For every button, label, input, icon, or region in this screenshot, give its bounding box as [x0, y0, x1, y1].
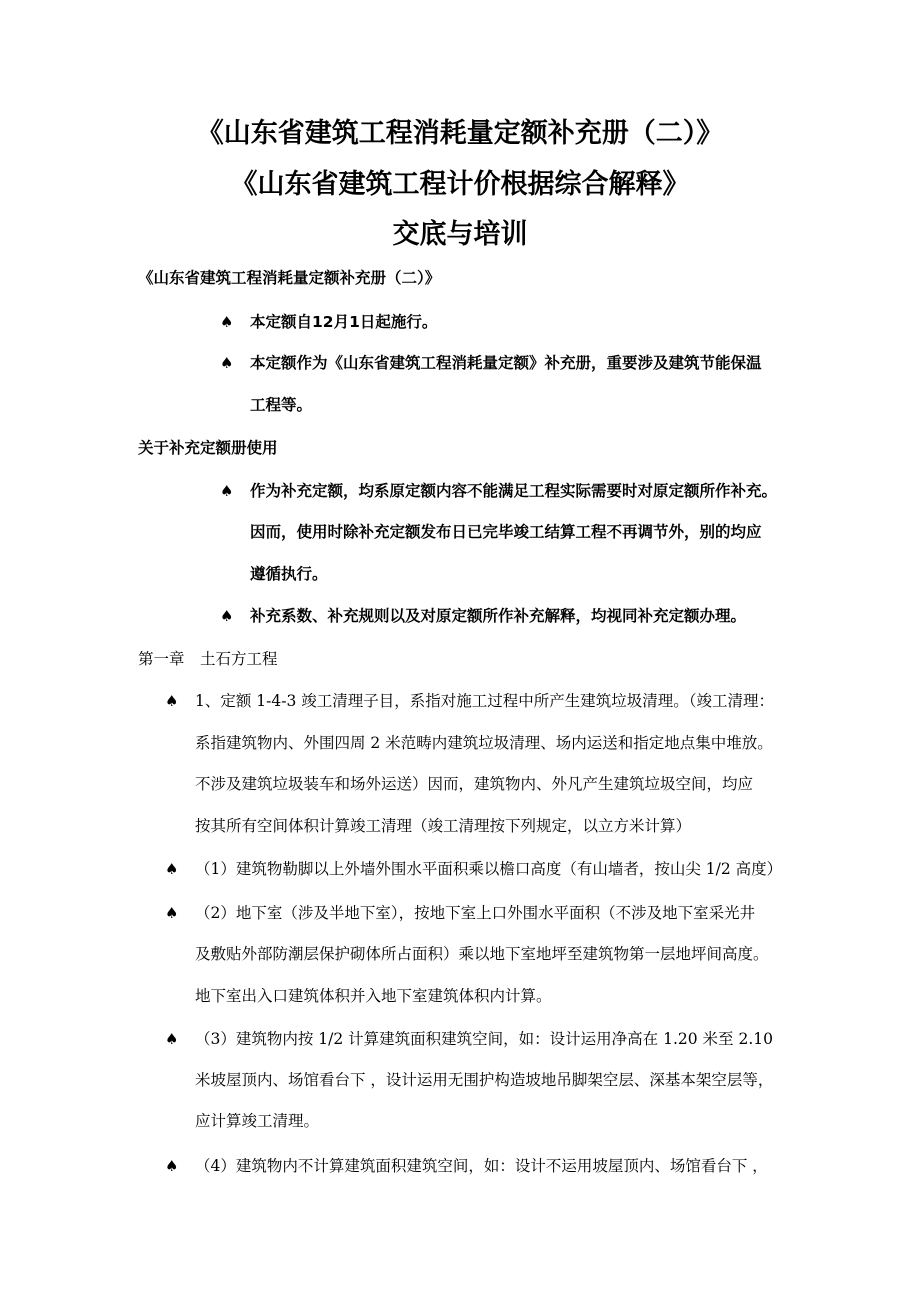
list-item-line: （2）地下室（涉及半地下室），按地下室上口外围水平面积（不涉及地下室采光井 [195, 904, 756, 922]
list-item-line: 不涉及建筑垃圾装车和场外运送）因而，建筑物内、外凡产生建筑垃圾空间，均应 [195, 775, 754, 793]
spade-bullet-icon: ♠ [220, 482, 234, 500]
spade-bullet-icon: ♠ [220, 607, 234, 625]
list-item-line: 1、定额 1-4-3 竣工清理子目，系指对施工过程中所产生建筑垃圾清理。（竣工清理： [195, 692, 775, 710]
list-item-line: 应计算竣工清理。 [195, 1112, 320, 1130]
spade-bullet-icon: ♠ [220, 313, 234, 331]
list-item-line: 补充系数、补充规则以及对原定额所作补充解释，均视同补充定额办理。 [250, 607, 747, 625]
list-item-line: （3）建筑物内按 1/2 计算建筑面积建筑空间，如：设计运用净高在 1.20 米至 2.10 [195, 1030, 773, 1048]
list-item-line: 遵循执行。 [250, 565, 328, 583]
document-title-2: 《山东省建筑工程计价根据综合解释》 [230, 169, 690, 200]
spade-bullet-icon: ♠ [165, 1157, 179, 1175]
list-item-line: （4）建筑物内不计算建筑面积建筑空间，如：设计不运用坡屋顶内、场馆看台下 ， [195, 1157, 768, 1175]
spade-bullet-icon: ♠ [165, 904, 179, 922]
list-item-line: 工程等。 [250, 396, 313, 414]
list-item-line: 作为补充定额，均系原定额内容不能满足工程实际需要时对原定额所作补充。 [250, 482, 778, 500]
list-item-line: 本定额作为《山东省建筑工程消耗量定额》补充册，重要涉及建筑节能保温 [250, 354, 762, 372]
section-heading: 《山东省建筑工程消耗量定额补充册（二）》 [138, 269, 441, 287]
spade-bullet-icon: ♠ [220, 354, 234, 372]
list-item-line: 本定额自12月1日起施行。 [250, 313, 438, 331]
list-item-line: 按其所有空间体积计算竣工清理（竣工清理按下列规定，以立方米计算） [195, 817, 692, 835]
document-title-1: 《山东省建筑工程消耗量定额补充册（二）》 [196, 118, 724, 149]
list-item-line: 地下室出入口建筑体积并入地下室建筑体积内计算。 [195, 987, 552, 1005]
spade-bullet-icon: ♠ [165, 692, 179, 710]
list-item-line: （1）建筑物勒脚以上外墙外围水平面积乘以檐口高度（有山墙者，按山尖 1/2 高度） [195, 860, 783, 878]
list-item-line: 米坡屋顶内、场馆看台下 ，设计运用无围护构造坡地吊脚架空层、深基本架空层等， [195, 1071, 774, 1089]
document-title-3: 交底与培训 [392, 219, 528, 250]
section-heading: 关于补充定额册使用 [138, 439, 278, 457]
spade-bullet-icon: ♠ [165, 860, 179, 878]
chapter-heading: 第一章 土石方工程 [138, 650, 278, 668]
list-item-line: 系指建筑物内、外围四周 2 米范畴内建筑垃圾清理、场内运送和指定地点集中堆放。 [195, 734, 773, 752]
list-item-line: 及敷贴外部防潮层保护砌体所占面积）乘以地下室地坪至建筑物第一层地坪间高度。 [195, 945, 769, 963]
list-item-line: 因而，使用时除补充定额发布日已完毕竣工结算工程不再调节外，别的均应 [250, 523, 762, 541]
spade-bullet-icon: ♠ [165, 1030, 179, 1048]
